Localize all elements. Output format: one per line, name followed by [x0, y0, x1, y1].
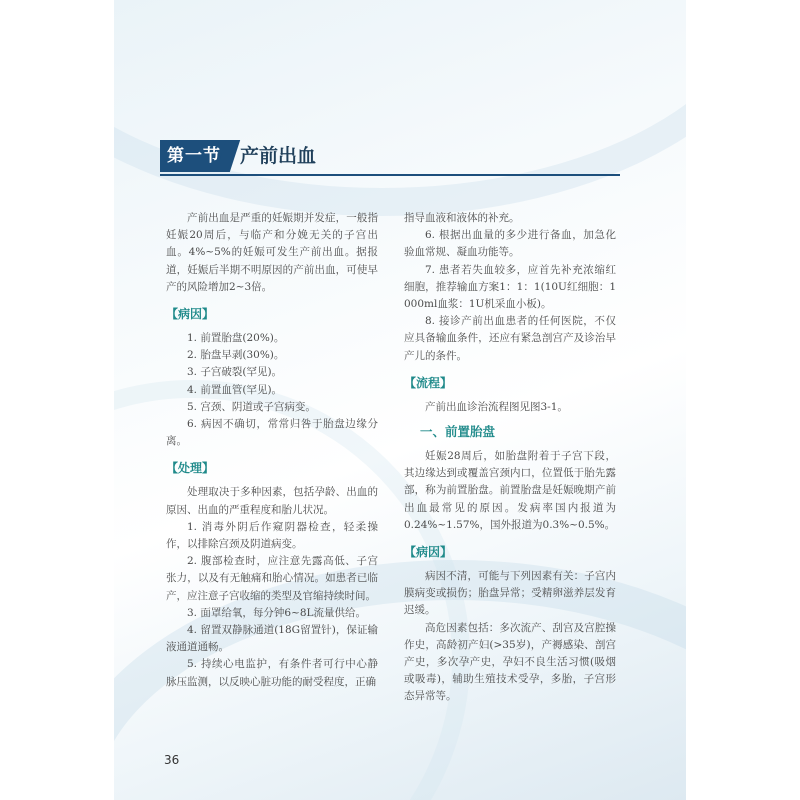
section-tag: 第一节 — [160, 140, 228, 172]
treatment-heading: 【处理】 — [166, 461, 215, 476]
placenta-paragraph: 妊娠28周后，如胎盘附着于子宫下段，其边缘达到或覆盖宫颈内口，位置低于胎先露部，称为前置胎盘。前置胎盘是妊娠晚期产前出血最常见的原因。发病率国内报道为0.24%~1.57%，国外报道为0.3%~0.5%。 — [404, 450, 616, 531]
list-item: 2. 胎盘早剥(30%)。 — [187, 349, 285, 362]
list-item: 3. 面罩给氧，每分钟6~8L流量供给。 — [187, 606, 366, 619]
background-wave — [114, 0, 686, 216]
list-item: 3. 子宫破裂(罕见)。 — [187, 366, 283, 379]
section-title: 产前出血 — [240, 145, 317, 167]
left-column — [166, 210, 378, 691]
list-item: 2. 腹部检查时，应注意先露高低、子宫张力，以及有无触痛和胎心情况。如患者已临产，应注意子宫收缩的类型及官缩持续时间。 — [166, 555, 378, 602]
etiology-heading: 【病因】 — [404, 545, 453, 560]
subsection-title: 一、前置胎盘 — [420, 424, 496, 440]
list-item: 4. 前置血管(罕见)。 — [187, 383, 283, 396]
intro-paragraph: 产前出血是严重的妊娠期并发症，一般指妊娠20周后，与临产和分娩无关的子宫出血。4%~5%的妊娠可发生产前出血。据报道，妊娠后半期不明原因的产前出血，可使早产的风险增加2~3倍。 — [166, 212, 378, 293]
flow-heading: 【流程】 — [404, 375, 453, 390]
list-item: 7. 患者若失血较多，应首先补充浓缩红细胞，推荐输血方案1：1：1(10U红细胞：1 000ml血浆：1U机采血小板)。 — [404, 263, 616, 311]
list-item: 5. 持续心电监护，有条件者可行中心静脉压监测，以反映心脏功能的耐受程度，正确 — [166, 658, 378, 688]
page-number: 36 — [164, 753, 180, 767]
continuation-paragraph: 指导血液和液体的补充。 — [404, 212, 520, 224]
section-divider — [160, 174, 620, 176]
risk-factors-paragraph: 高危因素包括：多次流产、刮宫及宫腔操作史，高龄初产妇(>35岁)，产褥感染、剖宫产史，多次孕产史，孕妇不良生活习惯(吸烟或吸毒)，辅助生殖技术受孕，多胎，子宫形态异常等。 — [404, 621, 616, 703]
right-column — [404, 210, 616, 706]
etiology-paragraph: 病因不清，可能与下列因素有关：子宫内膜病变或损伤；胎盘异常；受精卵滋养层发育迟缓。 — [404, 570, 616, 617]
list-item: 5. 宫颈、阴道或子宫病变。 — [187, 400, 316, 413]
flow-paragraph: 产前出血诊治流程图见图3-1。 — [425, 400, 568, 413]
list-item: 1. 前置胎盘(20%)。 — [187, 332, 285, 345]
list-item: 8. 接诊产前出血患者的任何医院，不仅应具备输血条件，还应有紧急剖宫产及诊治早产儿的条件。 — [404, 315, 616, 362]
list-item: 6. 根据出血量的多少进行备血，加急化验血常规、凝血功能等。 — [404, 229, 616, 259]
etiology-heading: 【病因】 — [166, 307, 215, 322]
list-item: 1. 消毒外阴后作窥阴器检查，轻柔操作，以排除宫颈及阴道病变。 — [166, 520, 378, 551]
treatment-intro: 处理取决于多种因素，包括孕龄、出血的原因、出血的严重程度和胎儿状况。 — [166, 486, 378, 516]
list-item: 4. 留置双静脉通道(18G留置针)，保证输液通道通畅。 — [166, 624, 378, 654]
list-item: 6. 病因不确切，常常归咎于胎盘边缘分离。 — [166, 418, 378, 448]
section-header — [160, 138, 620, 178]
